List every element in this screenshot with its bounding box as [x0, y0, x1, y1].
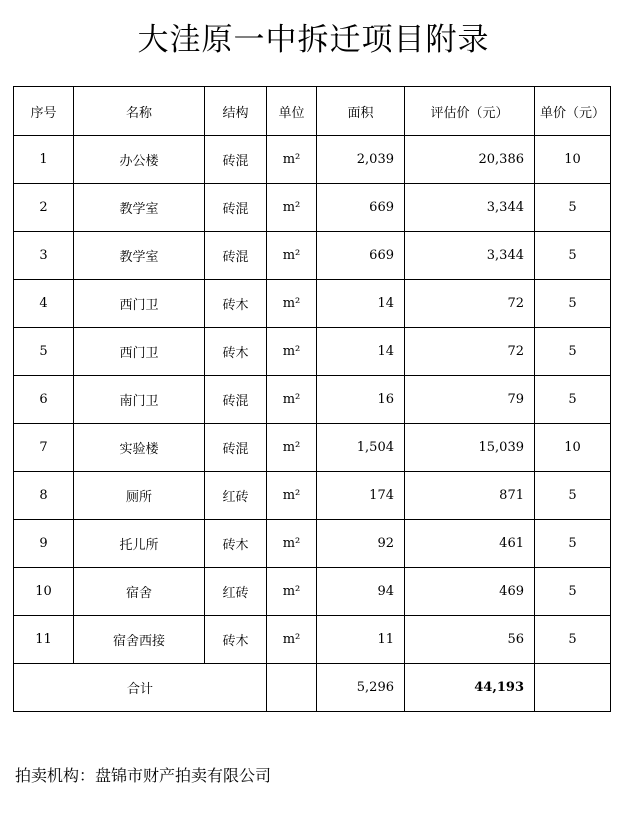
cell-no: 3	[14, 232, 74, 280]
table-row	[14, 376, 611, 424]
cell-name: 教学室	[74, 232, 205, 280]
cell-no: 8	[14, 472, 74, 520]
cell-name: 教学室	[74, 184, 205, 232]
cell-value: 3,344	[405, 232, 535, 280]
cell-area: 2,039	[317, 136, 405, 184]
total-unit-empty	[267, 664, 317, 712]
table-row	[14, 280, 611, 328]
cell-value: 3,344	[405, 184, 535, 232]
cell-price: 10	[535, 136, 611, 184]
cell-unit: m²	[267, 136, 317, 184]
cell-unit: m²	[267, 184, 317, 232]
cell-unit: m²	[267, 472, 317, 520]
cell-no: 7	[14, 424, 74, 472]
cell-name: 宿舍	[74, 568, 205, 616]
cell-structure: 砖木	[205, 520, 267, 568]
cell-unit: m²	[267, 568, 317, 616]
cell-area: 669	[317, 184, 405, 232]
cell-price: 5	[535, 568, 611, 616]
cell-area: 669	[317, 232, 405, 280]
document-title: 大洼原一中拆迁项目附录	[137, 22, 490, 58]
cell-structure: 砖混	[205, 424, 267, 472]
cell-unit: m²	[267, 328, 317, 376]
cell-structure: 砖混	[205, 136, 267, 184]
table-header-row	[14, 87, 611, 136]
cell-name: 西门卫	[74, 328, 205, 376]
cell-unit: m²	[267, 424, 317, 472]
cell-no: 5	[14, 328, 74, 376]
cell-area: 92	[317, 520, 405, 568]
header-structure: 结构	[205, 87, 267, 136]
cell-structure: 砖木	[205, 328, 267, 376]
cell-area: 94	[317, 568, 405, 616]
header-unit: 单位	[267, 87, 317, 136]
table-row	[14, 472, 611, 520]
table-row	[14, 424, 611, 472]
cell-name: 南门卫	[74, 376, 205, 424]
table-row	[14, 520, 611, 568]
cell-structure: 红砖	[205, 472, 267, 520]
cell-no: 9	[14, 520, 74, 568]
cell-value: 79	[405, 376, 535, 424]
header-no: 序号	[14, 87, 74, 136]
cell-area: 14	[317, 280, 405, 328]
table-row	[14, 232, 611, 280]
cell-unit: m²	[267, 232, 317, 280]
cell-price: 5	[535, 472, 611, 520]
header-name: 名称	[74, 87, 205, 136]
cell-name: 宿舍西接	[74, 616, 205, 664]
table-row	[14, 568, 611, 616]
total-price-empty	[535, 664, 611, 712]
cell-price: 5	[535, 328, 611, 376]
total-label: 合计	[14, 664, 267, 712]
cell-value: 15,039	[405, 424, 535, 472]
cell-unit: m²	[267, 376, 317, 424]
cell-structure: 砖木	[205, 280, 267, 328]
cell-unit: m²	[267, 520, 317, 568]
cell-price: 10	[535, 424, 611, 472]
cell-price: 5	[535, 520, 611, 568]
cell-area: 16	[317, 376, 405, 424]
cell-name: 厕所	[74, 472, 205, 520]
cell-no: 6	[14, 376, 74, 424]
cell-no: 2	[14, 184, 74, 232]
cell-structure: 砖混	[205, 232, 267, 280]
cell-structure: 砖木	[205, 616, 267, 664]
cell-area: 174	[317, 472, 405, 520]
cell-value: 20,386	[405, 136, 535, 184]
table-row	[14, 328, 611, 376]
auction-agency: 拍卖机构：盘锦市财产拍卖有限公司	[15, 766, 272, 785]
cell-value: 56	[405, 616, 535, 664]
cell-area: 11	[317, 616, 405, 664]
cell-no: 1	[14, 136, 74, 184]
cell-value: 871	[405, 472, 535, 520]
cell-no: 10	[14, 568, 74, 616]
cell-value: 461	[405, 520, 535, 568]
header-value: 评估价（元）	[405, 87, 535, 136]
header-price: 单价（元）	[535, 87, 611, 136]
cell-structure: 砖混	[205, 184, 267, 232]
cell-price: 5	[535, 232, 611, 280]
cell-name: 西门卫	[74, 280, 205, 328]
cell-area: 1,504	[317, 424, 405, 472]
total-row	[14, 664, 611, 712]
cell-area: 14	[317, 328, 405, 376]
total-value: 44,193	[405, 664, 535, 712]
cell-structure: 砖混	[205, 376, 267, 424]
cell-name: 托儿所	[74, 520, 205, 568]
cell-price: 5	[535, 616, 611, 664]
cell-value: 72	[405, 328, 535, 376]
table-row	[14, 184, 611, 232]
cell-no: 4	[14, 280, 74, 328]
cell-name: 实验楼	[74, 424, 205, 472]
cell-no: 11	[14, 616, 74, 664]
cell-value: 469	[405, 568, 535, 616]
appendix-table	[13, 86, 611, 712]
cell-unit: m²	[267, 616, 317, 664]
cell-price: 5	[535, 280, 611, 328]
cell-value: 72	[405, 280, 535, 328]
table-row	[14, 136, 611, 184]
cell-price: 5	[535, 184, 611, 232]
header-area: 面积	[317, 87, 405, 136]
cell-structure: 红砖	[205, 568, 267, 616]
table-row	[14, 616, 611, 664]
cell-price: 5	[535, 376, 611, 424]
cell-name: 办公楼	[74, 136, 205, 184]
cell-unit: m²	[267, 280, 317, 328]
total-area: 5,296	[317, 664, 405, 712]
